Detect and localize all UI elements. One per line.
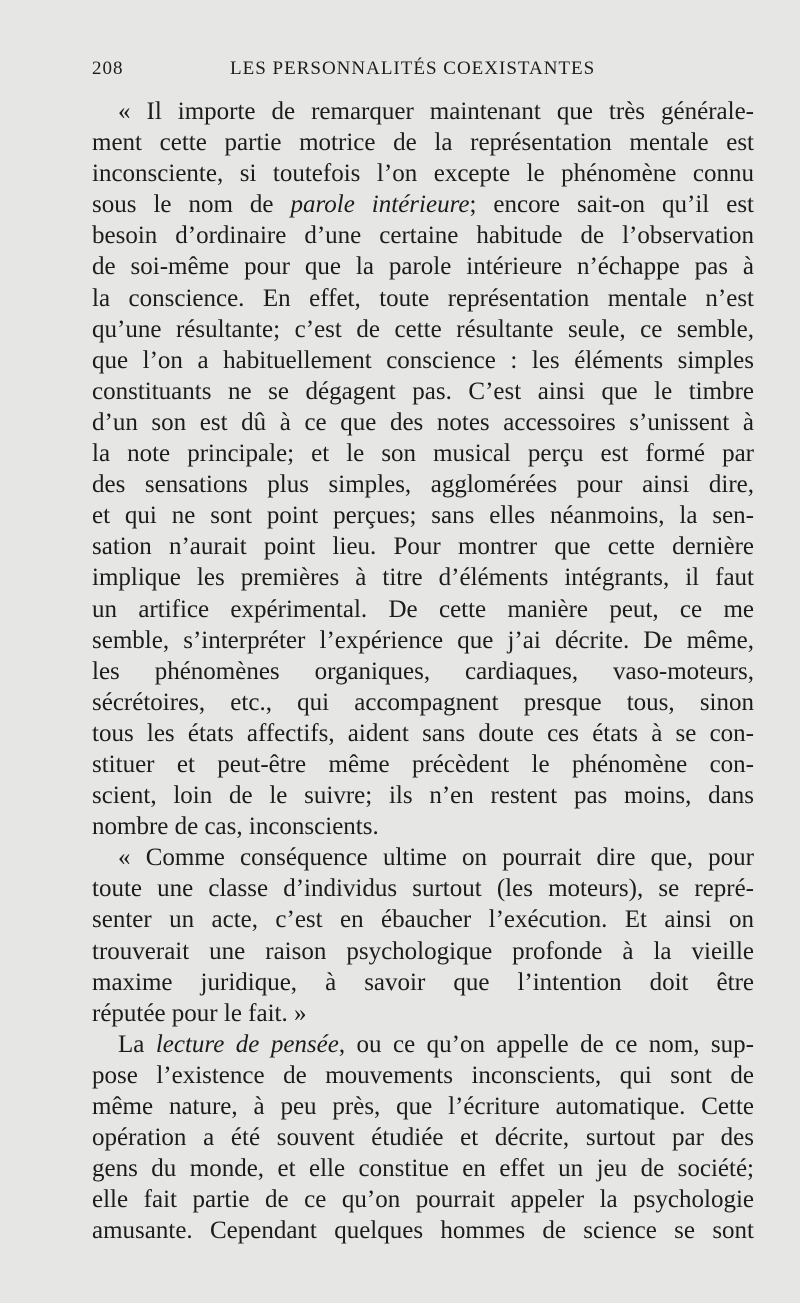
text-line: semble, s’interpréter l’expérience que j’ai décrite. De même, xyxy=(92,626,754,654)
text-line: stituer et peut-être même précèdent le phénomène con- xyxy=(92,750,754,778)
text-line: la conscience. En effet, toute représentation mentale n’est xyxy=(92,284,754,312)
text-line: sation n’aurait point lieu. Pour montrer que cette dernière xyxy=(92,533,754,561)
text-line: maxime juridique, à savoir que l’intention doit être xyxy=(92,968,754,996)
text-line: des sensations plus simples, agglomérées pour ainsi dire, xyxy=(92,471,754,499)
text-line: constituants ne se dégagent pas. C’est ainsi que le timbre xyxy=(92,377,754,405)
text-line: tous les états affectifs, aident sans doute ces états à se con- xyxy=(92,719,754,747)
body-text xyxy=(92,96,754,1246)
text-line: ment cette partie motrice de la représentation mentale est xyxy=(92,129,754,157)
text-line: sécrétoires, etc., qui accompagnent presque tous, sinon xyxy=(92,688,754,716)
text-line: de soi-même pour que la parole intérieure n’échappe pas à xyxy=(92,253,754,281)
text-line: la note principale; et le son musical perçu est formé par xyxy=(92,440,754,468)
text-line: d’un son est dû à ce que des notes accessoires s’unissent à xyxy=(92,408,754,436)
text-line: qu’une résultante; c’est de cette résultante seule, ce semble, xyxy=(92,315,754,343)
text-line: implique les premières à titre d’éléments intégrants, il faut xyxy=(92,564,754,592)
text-line: opération a été souvent étudiée et décrite, surtout par des xyxy=(92,1124,754,1152)
text-line: trouverait une raison psychologique profonde à la vieille xyxy=(92,937,754,965)
text-line: un artifice expérimental. De cette manière peut, ce me xyxy=(92,595,754,623)
text-line: réputée pour le fait. » xyxy=(92,999,307,1027)
text-line: et qui ne sont point perçues; sans elles néanmoins, la sen- xyxy=(92,502,754,530)
text-line: scient, loin de le suivre; ils n’en restent pas moins, dans xyxy=(92,782,754,810)
text-line: pose l’existence de mouvements inconscients, qui sont de xyxy=(92,1061,754,1089)
text-line: « Il importe de remarquer maintenant que très générale- xyxy=(118,98,754,125)
text-line: que l’on a habituellement conscience : les éléments simples xyxy=(92,346,754,374)
text-line: inconsciente, si toutefois l’on excepte le phénomène connu xyxy=(92,160,754,188)
text-line: La lecture de pensée, ou ce qu’on appelle de ce nom, sup- xyxy=(118,1030,754,1058)
page-number: 208 xyxy=(92,58,124,79)
text-line: toute une classe d’individus surtout (les moteurs), se repré- xyxy=(92,875,754,903)
text-line: gens du monde, et elle constitue en effet un jeu de société; xyxy=(92,1155,754,1183)
text-line: besoin d’ordinaire d’une certaine habitude de l’observation xyxy=(92,222,754,250)
text-line: les phénomènes organiques, cardiaques, vaso-moteurs, xyxy=(92,657,754,685)
italic-term: parole intérieure xyxy=(290,191,470,219)
running-title: LES PERSONNALITÉS COEXISTANTES xyxy=(230,58,596,79)
text-line: « Comme conséquence ultime on pourrait dire que, pour xyxy=(118,844,754,872)
text-line: senter un acte, c’est en ébaucher l’exécution. Et ainsi on xyxy=(92,906,754,934)
text-line: amusante. Cependant quelques hommes de science se sont xyxy=(92,1217,754,1245)
text-line: elle fait partie de ce qu’on pourrait appeler la psychologie xyxy=(92,1186,754,1214)
text-line: même nature, à peu près, que l’écriture automatique. Cette xyxy=(92,1093,754,1120)
italic-term: lecture de pensée xyxy=(155,1030,339,1058)
text-line: nombre de cas, inconscients. xyxy=(92,813,379,841)
text-line: sous le nom de parole intérieure; encore sait-on qu’il est xyxy=(92,191,754,219)
